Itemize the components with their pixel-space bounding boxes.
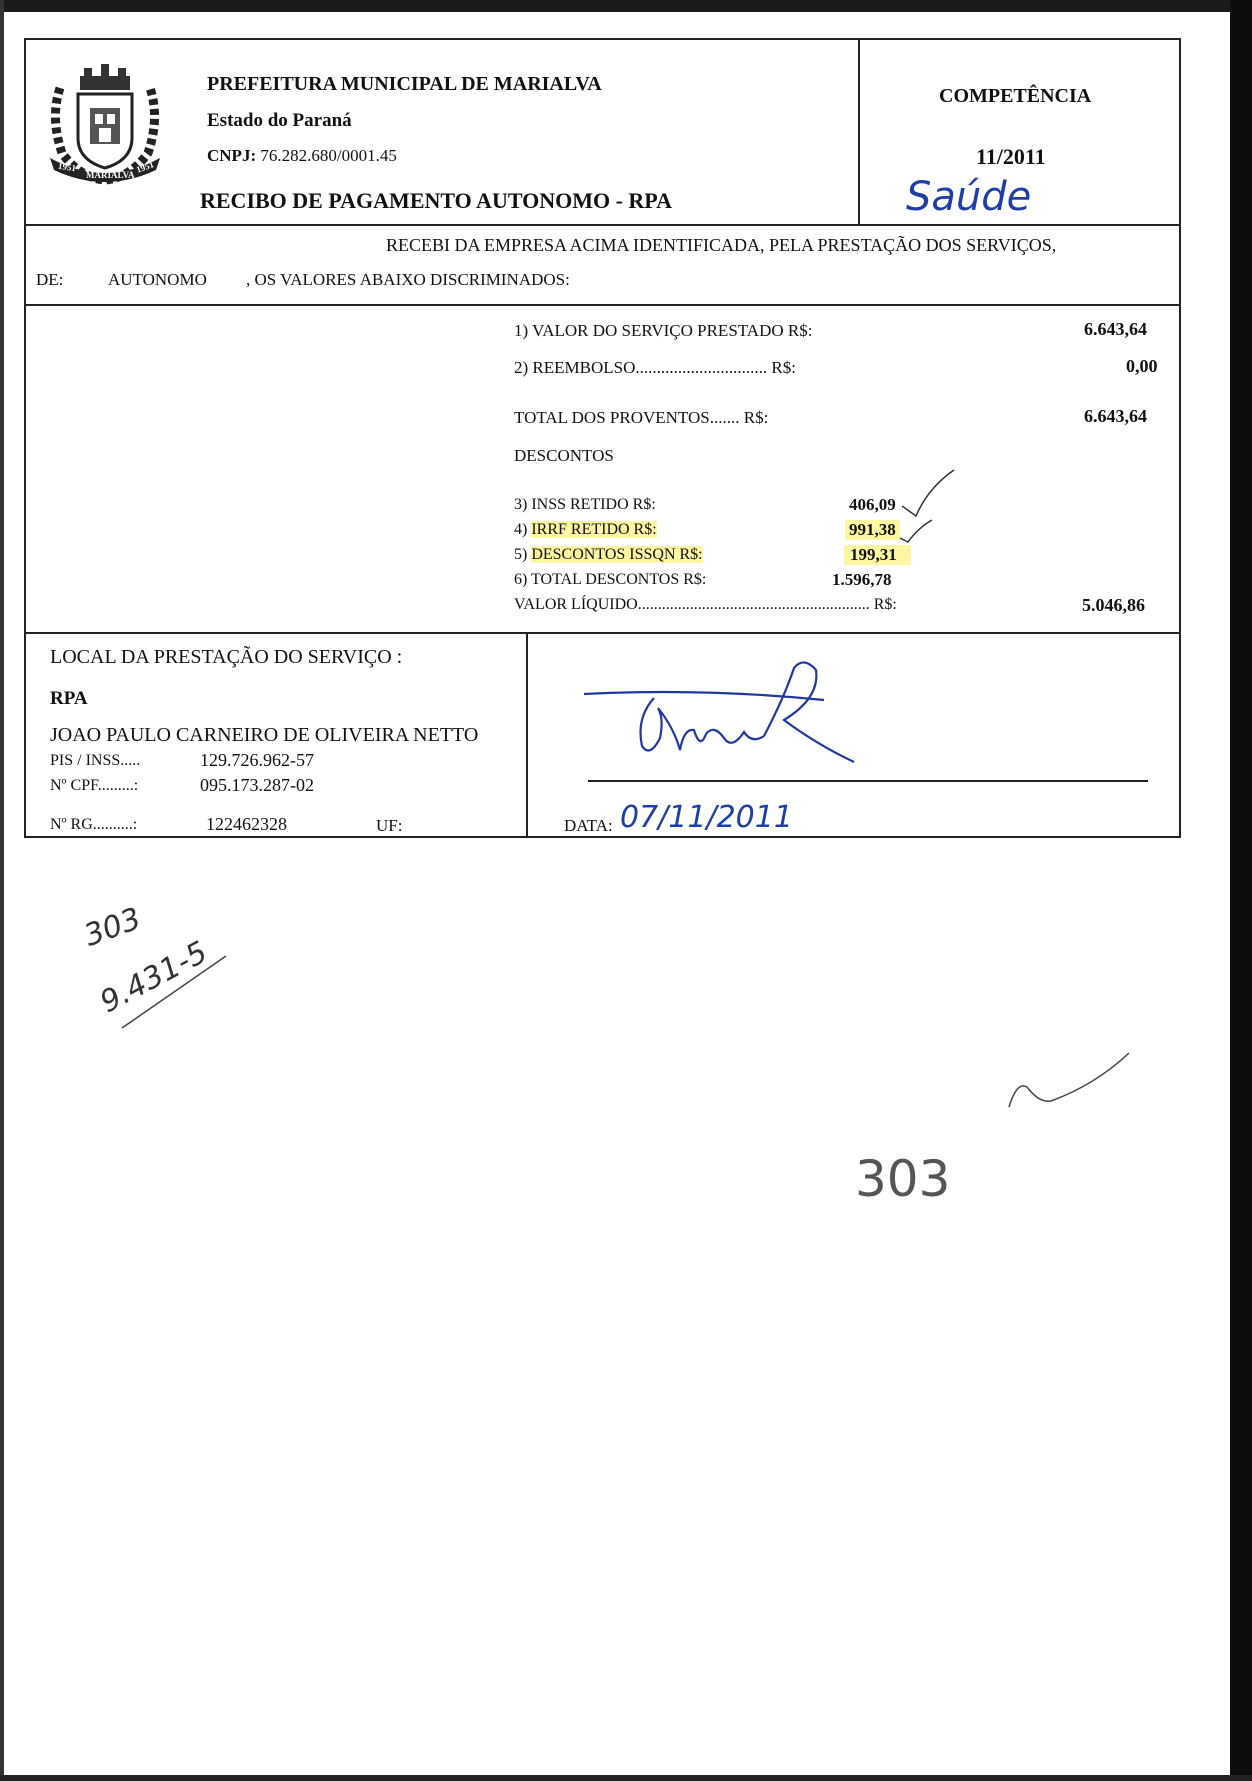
valor-liquido-label: VALOR LÍQUIDO.......................................................... R$: [514,596,897,613]
issqn-value: 199,31 [844,545,911,565]
cnpj-label: CNPJ: [207,146,257,165]
issqn-label-number: 5) [514,546,528,563]
header-bottom-line [24,224,1181,226]
cpf-label: Nº CPF.........: [50,777,139,794]
servico-value: 6.643,64 [1084,319,1147,339]
handwritten-note-account: 9.431-5 [94,934,214,1021]
competencia-label: COMPETÊNCIA [939,85,1092,107]
handwritten-note-303: 303 [79,901,146,954]
pis-label: PIS / INSS..... [50,752,141,769]
local-value: RPA [50,688,88,709]
cnpj-value: 76.282.680/0001.45 [260,146,397,165]
signature-image [584,658,884,778]
inss-label: 3) INSS RETIDO R$: [514,496,656,513]
total-proventos-value: 6.643,64 [1084,406,1147,426]
data-label: DATA: [564,816,613,835]
header-divider [858,38,860,226]
scan-edge-bottom [0,1775,1252,1781]
scan-edge-right [1230,0,1252,1781]
org-name: PREFEITURA MUNICIPAL DE MARIALVA [207,73,602,95]
de-value: AUTONOMO [108,270,207,289]
handwritten-saude: Saúde [906,174,1032,220]
descontos-label: DESCONTOS [514,446,614,465]
cpf-value: 095.173.287-02 [200,775,314,795]
irrf-label: IRRF RETIDO R$: [531,521,657,538]
de-label: DE: [36,270,64,289]
checkmark-icon [898,468,958,548]
pencil-checkmark-icon [1005,1045,1135,1115]
total-proventos-label: TOTAL DOS PROVENTOS....... R$: [514,408,769,427]
values-bottom-line [24,632,1181,634]
irrf-label-number: 4) [514,521,528,538]
inss-value: 406,09 [849,495,896,514]
provider-name: JOAO PAULO CARNEIRO DE OLIVEIRA NETTO [50,724,479,746]
seal-year-right: 1951 [134,159,156,175]
pis-value: 129.726.962-57 [200,750,314,770]
total-descontos-value: 1.596,78 [832,570,892,589]
scan-edge-top [0,0,1252,12]
signature-line [588,780,1148,782]
valor-liquido-value: 5.046,86 [1082,595,1145,615]
irrf-value: 991,38 [845,520,900,540]
reembolso-label: 2) REEMBOLSO............................... R$: [514,358,796,377]
rpa-receipt-form [24,38,1181,838]
servico-label: 1) VALOR DO SERVIÇO PRESTADO R$: [514,321,813,340]
handwritten-date: 07/11/2011 [620,800,793,835]
rg-label: Nº RG..........: [50,816,138,833]
issqn-label: DESCONTOS ISSQN R$: [531,546,703,563]
pencil-underline [120,950,230,1030]
intro-line1: RECEBI DA EMPRESA ACIMA IDENTIFICADA, PELA PRESTAÇÃO DOS SERVIÇOS, [386,235,1057,255]
intro-bottom-line [24,304,1181,306]
seal-year-left: 1951 [57,160,77,174]
total-descontos-label: 6) TOTAL DESCONTOS R$: [514,571,707,588]
seal-name: MARIALVA [86,170,135,180]
intro-line2: , OS VALORES ABAIXO DISCRIMINADOS: [246,270,570,289]
document-title: RECIBO DE PAGAMENTO AUTONOMO - RPA [200,188,673,213]
footer-divider [526,632,528,838]
org-state: Estado do Paraná [207,110,352,131]
uf-label: UF: [376,816,403,835]
scan-edge-left [0,0,4,1781]
reembolso-value: 0,00 [1126,356,1158,376]
rg-value: 122462328 [206,814,287,834]
handwritten-note-303-bottom: 303 [855,1150,951,1208]
competencia-value: 11/2011 [976,144,1046,169]
local-label: LOCAL DA PRESTAÇÃO DO SERVIÇO : [50,646,403,668]
